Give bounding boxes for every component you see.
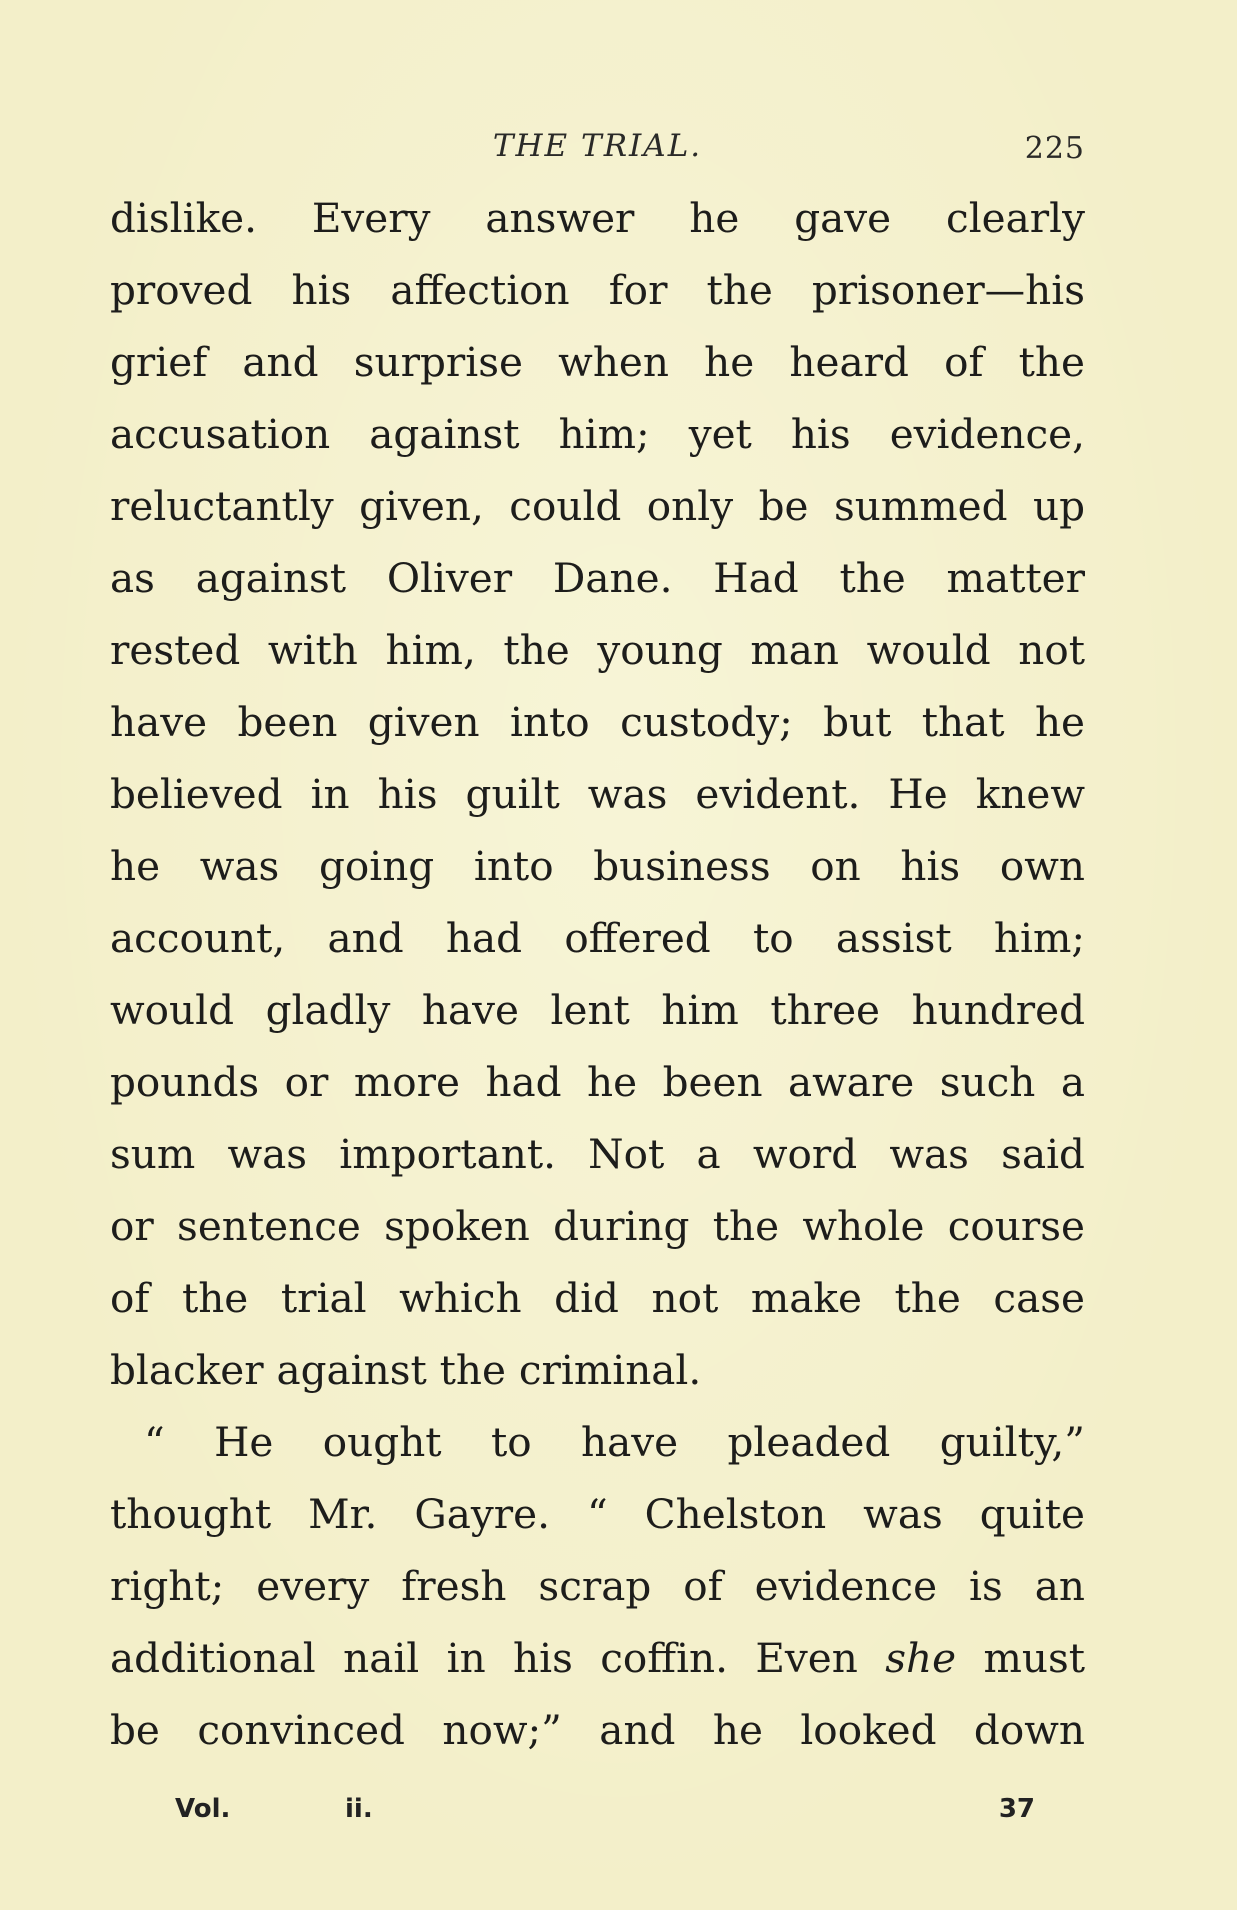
text-line: have been given into custody; but that he <box>110 698 1085 746</box>
text-line: accusation against him; yet his evidence, <box>110 410 1085 458</box>
page-footer <box>175 1794 1035 1834</box>
footer-signature-mark: 37 <box>998 1794 1035 1824</box>
running-head <box>110 128 1085 168</box>
text-line: grief and surprise when he heard of the <box>110 338 1085 386</box>
text-line: right; every fresh scrap of evidence is an <box>110 1562 1085 1610</box>
text-line: sum was important. Not a word was said <box>110 1130 1085 1178</box>
text-line: reluctantly given, could only be summed up <box>110 482 1085 530</box>
text-line: pounds or more had he been aware such a <box>110 1058 1085 1106</box>
text-line: “ He ought to have pleaded guilty,” <box>144 1418 1085 1466</box>
body-text <box>110 182 1085 1766</box>
text-line: additional nail in his coffin. Even she must <box>110 1634 1085 1682</box>
text-line: be convinced now;” and he looked down <box>110 1706 1085 1754</box>
running-title: THE TRIAL. <box>492 128 703 164</box>
text-line: account, and had offered to assist him; <box>110 914 1085 962</box>
text-line: of the trial which did not make the case <box>110 1274 1085 1322</box>
text-line: or sentence spoken during the whole course <box>110 1202 1085 1250</box>
text-line: thought Mr. Gayre. “ Chelston was quite <box>110 1490 1085 1538</box>
footer-volume-number: ii. <box>345 1794 373 1824</box>
emphasis: she <box>885 1634 957 1682</box>
footer-volume-label: Vol. <box>175 1794 231 1824</box>
text-line: he was going into business on his own <box>110 842 1085 890</box>
text-line: rested with him, the young man would not <box>110 626 1085 674</box>
text-line: dislike. Every answer he gave clearly <box>110 194 1085 242</box>
text-line: believed in his guilt was evident. He knew <box>110 770 1085 818</box>
page-number: 225 <box>1024 131 1085 166</box>
text-line: blacker against the criminal. <box>110 1346 702 1394</box>
text-line: would gladly have lent him three hundred <box>110 986 1085 1034</box>
text-line: proved his affection for the prisoner—his <box>110 266 1085 314</box>
text-line: as against Oliver Dane. Had the matter <box>110 554 1085 602</box>
